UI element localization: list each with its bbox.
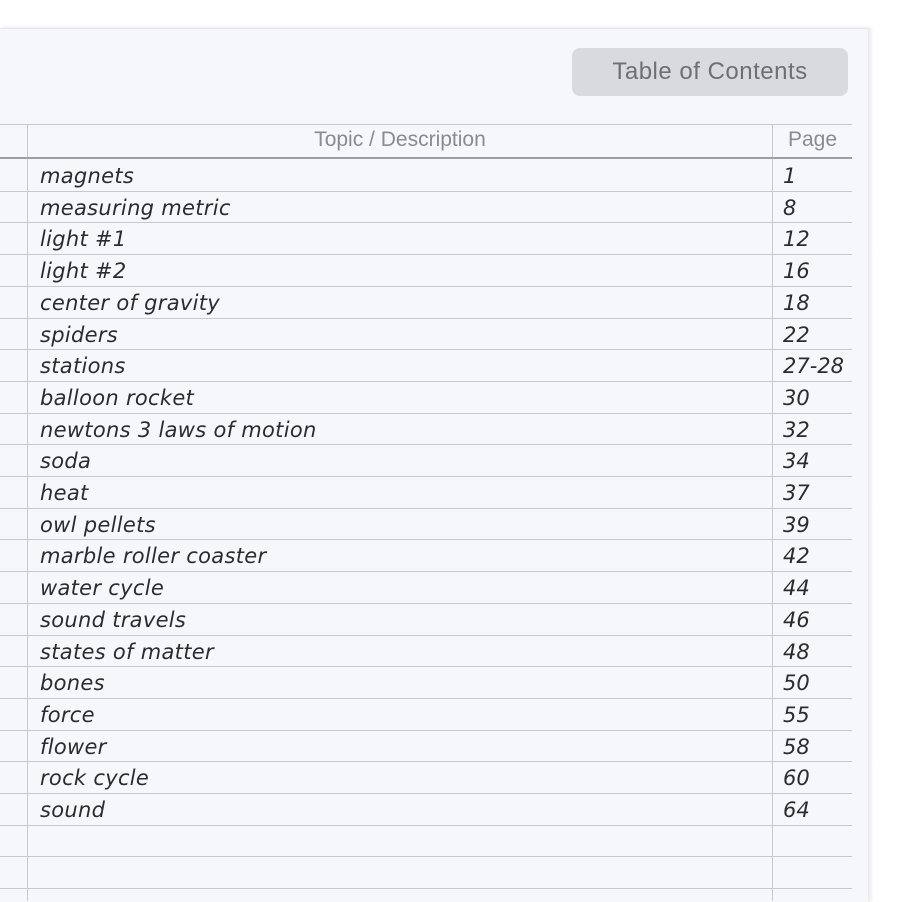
row-page-number: 32 [783, 417, 810, 442]
row-topic: light #2 [40, 259, 127, 284]
page-title: Table of Contents [612, 58, 808, 85]
table-row [0, 793, 852, 825]
row-page-number: 37 [783, 481, 810, 505]
row-topic: heat [40, 481, 89, 505]
table-row [0, 508, 852, 540]
table-row [0, 698, 852, 730]
table-row [0, 318, 852, 350]
table-row [0, 539, 852, 571]
row-page-number: 34 [783, 449, 810, 474]
row-page-number: 64 [783, 798, 810, 822]
row-topic: rock cycle [40, 766, 150, 791]
row-page-number: 27-28 [783, 354, 845, 379]
row-topic: newtons 3 laws of motion [40, 417, 317, 442]
row-topic: spiders [40, 322, 119, 347]
row-topic: light #1 [40, 227, 127, 252]
row-page-number: 18 [783, 290, 810, 315]
table-row [0, 856, 852, 888]
table-top-rule [0, 124, 852, 125]
row-topic: center of gravity [40, 290, 221, 315]
row-page-number: 39 [783, 512, 810, 537]
row-page-number: 16 [783, 259, 810, 284]
row-page-number: 1 [783, 164, 797, 188]
column-header-page: Page [787, 128, 838, 151]
table-row [0, 286, 852, 318]
row-topic: stations [40, 354, 126, 379]
row-topic: marble roller coaster [40, 544, 267, 569]
row-topic: flower [40, 734, 107, 759]
table-row [0, 603, 852, 635]
row-topic: force [40, 702, 95, 727]
table-row [0, 635, 852, 667]
row-page-number: 50 [783, 671, 810, 696]
row-page-number: 8 [783, 195, 797, 220]
table-row [0, 413, 852, 445]
row-topic: soda [40, 449, 92, 474]
row-page-number: 42 [783, 544, 810, 569]
row-page-number: 44 [783, 576, 810, 601]
table-row [0, 191, 852, 223]
row-topic: sound travels [40, 607, 187, 632]
row-page-number: 60 [783, 766, 810, 791]
row-page-number: 48 [783, 639, 810, 664]
row-topic: magnets [40, 164, 135, 188]
table-row [0, 222, 852, 254]
table-row [0, 761, 852, 793]
table-row [0, 159, 852, 191]
row-topic: states of matter [40, 639, 214, 664]
row-page-number: 55 [783, 702, 810, 727]
row-page-number: 22 [783, 322, 810, 347]
table-row [0, 381, 852, 413]
row-topic: sound [40, 798, 106, 822]
row-rule [0, 888, 852, 889]
row-topic: balloon rocket [40, 385, 195, 410]
table-row [0, 825, 852, 857]
table-row [0, 730, 852, 762]
table-row [0, 476, 852, 508]
row-page-number: 30 [783, 385, 810, 410]
page-edge [868, 28, 874, 901]
row-topic: owl pellets [40, 512, 156, 537]
row-topic: water cycle [40, 576, 165, 601]
table-row [0, 254, 852, 286]
table-row [0, 571, 852, 603]
table-of-contents [0, 124, 852, 901]
row-topic: bones [40, 671, 105, 696]
column-header-topic: Topic / Description [314, 128, 486, 151]
table-row [0, 349, 852, 381]
table-row [0, 666, 852, 698]
row-page-number: 58 [783, 734, 810, 759]
table-row [0, 444, 852, 476]
title-banner [572, 48, 848, 96]
row-page-number: 46 [783, 607, 810, 632]
row-page-number: 12 [783, 227, 810, 252]
row-topic: measuring metric [40, 195, 231, 220]
